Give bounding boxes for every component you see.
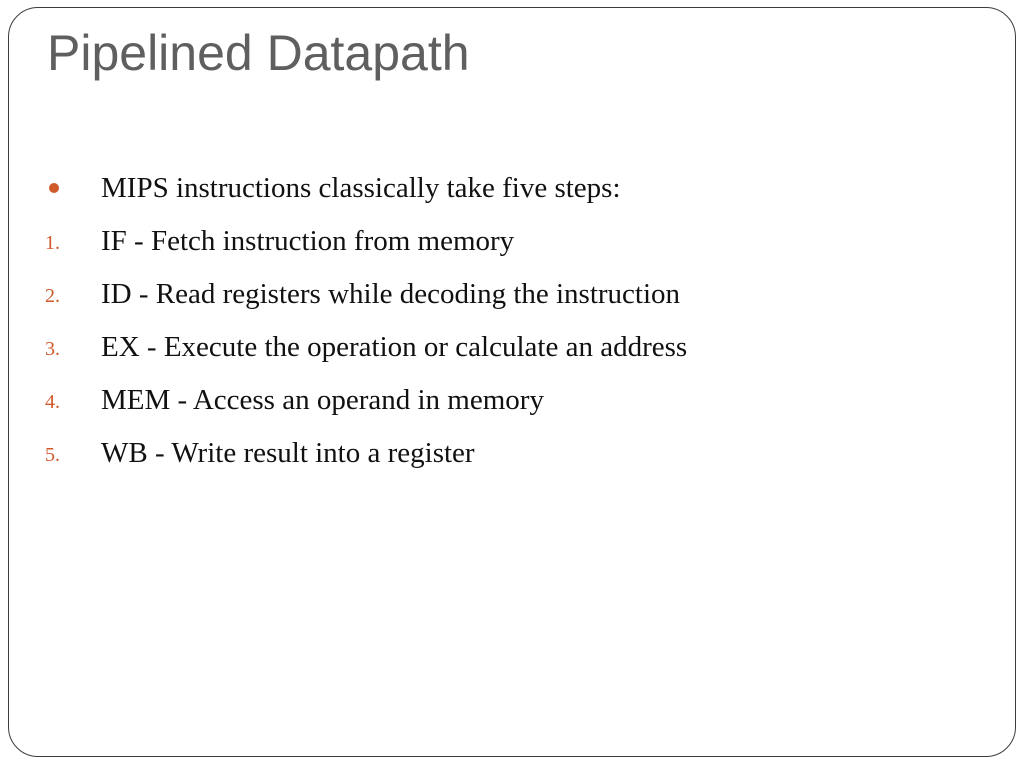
- list-number: 2.: [45, 285, 60, 307]
- list-number: 1.: [45, 232, 60, 254]
- list-item-text: ID - Read registers while decoding the instruction: [101, 278, 681, 310]
- list-item-text: IF - Fetch instruction from memory: [101, 225, 515, 257]
- list-item-text: EX - Execute the operation or calculate an address: [101, 331, 688, 363]
- list-number: 3.: [45, 338, 60, 360]
- bullet-text: MIPS instructions classically take five steps:: [101, 172, 621, 204]
- list-item-4: [45, 380, 985, 433]
- slide: [8, 7, 1016, 757]
- list-item-text: MEM - Access an operand in memory: [101, 384, 544, 416]
- list-item-3: [45, 327, 985, 380]
- list-number: 4.: [45, 391, 60, 413]
- list-item-5: [45, 433, 985, 486]
- bullet-item: [45, 168, 985, 221]
- slide-title: Pipelined Datapath: [47, 25, 470, 81]
- list-number: 5.: [45, 444, 60, 466]
- list-item-text: WB - Write result into a register: [101, 437, 475, 469]
- slide-body: [45, 168, 985, 486]
- list-item-2: [45, 274, 985, 327]
- list-item-1: [45, 221, 985, 274]
- bullet-dot-icon: [49, 183, 59, 193]
